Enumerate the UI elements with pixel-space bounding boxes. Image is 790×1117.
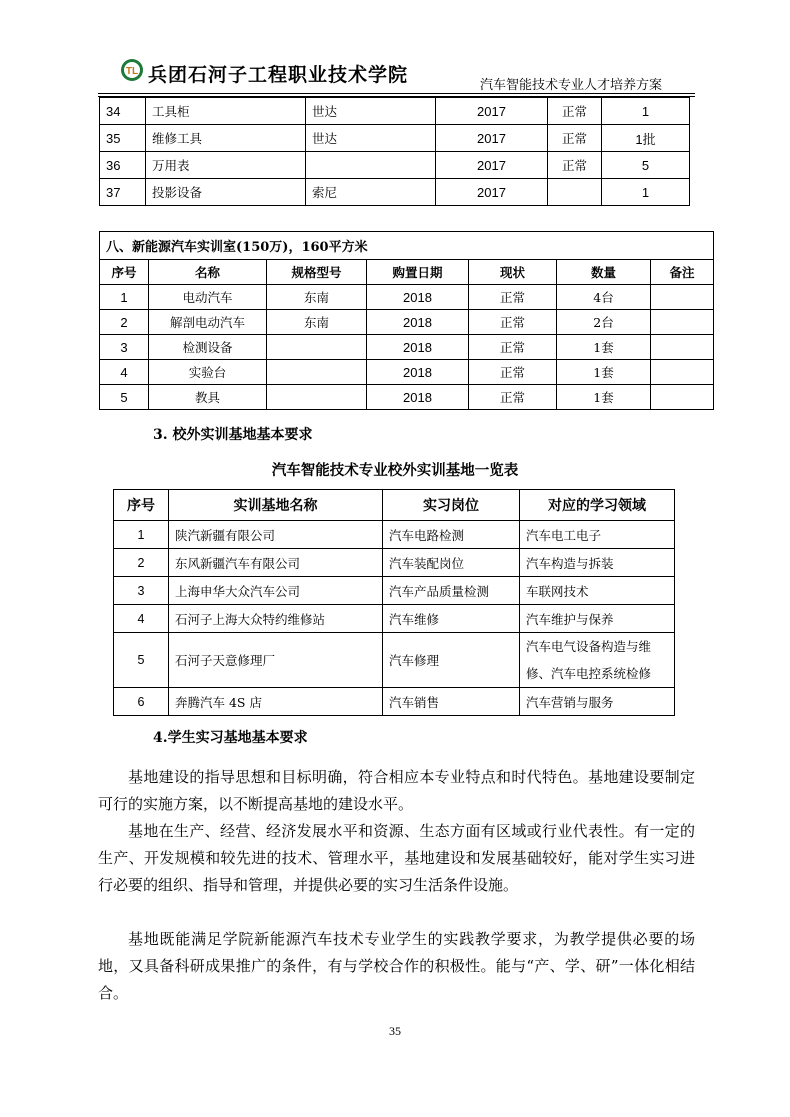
table-cell: 4台 xyxy=(557,285,651,310)
table-cell: 35 xyxy=(100,125,146,152)
column-header: 数量 xyxy=(557,260,651,285)
table-cell: 奔腾汽车 4S 店 xyxy=(169,688,383,716)
table-row xyxy=(114,549,675,577)
section-3-heading: 3. 校外实训基地基本要求 xyxy=(153,427,313,443)
table-cell: 汽车电路检测 xyxy=(383,521,520,549)
table-cell: 正常 xyxy=(469,385,557,410)
table-cell: 1套 xyxy=(557,335,651,360)
table-row xyxy=(100,125,690,152)
table-cell: 工具柜 xyxy=(146,98,306,125)
column-header: 备注 xyxy=(651,260,714,285)
table-cell: 2018 xyxy=(367,285,469,310)
table-cell: 3 xyxy=(100,335,149,360)
table-cell: 索尼 xyxy=(306,179,436,206)
document-title: 汽车智能技术专业人才培养方案 xyxy=(480,78,663,93)
column-header: 序号 xyxy=(100,260,149,285)
table-cell: 石河子上海大众特约维修站 xyxy=(169,605,383,633)
table-cell: 2018 xyxy=(367,310,469,335)
table-row xyxy=(100,98,690,125)
table-cell: 上海申华大众汽车公司 xyxy=(169,577,383,605)
table-cell xyxy=(267,335,367,360)
table-row xyxy=(100,385,714,410)
table-cell: 2017 xyxy=(436,125,548,152)
table-cell: 实验台 xyxy=(149,360,267,385)
table-cell: 石河子天意修理厂 xyxy=(169,633,383,688)
table-cell: 5 xyxy=(100,385,149,410)
table-row xyxy=(100,360,714,385)
table-row xyxy=(100,335,714,360)
table-cell: 万用表 xyxy=(146,152,306,179)
logo-text: TL xyxy=(125,66,139,77)
table-cell: 1套 xyxy=(557,385,651,410)
table-cell: 汽车维护与保养 xyxy=(520,605,675,633)
column-header: 名称 xyxy=(149,260,267,285)
table-row xyxy=(114,521,675,549)
table-cell: 汽车修理 xyxy=(383,633,520,688)
table-cell: 汽车构造与拆装 xyxy=(520,549,675,577)
table-cell: 东风新疆汽车有限公司 xyxy=(169,549,383,577)
table-cell: 36 xyxy=(100,152,146,179)
table-row xyxy=(114,605,675,633)
table-cell: 2017 xyxy=(436,152,548,179)
table-cell: 维修工具 xyxy=(146,125,306,152)
table-cell: 检测设备 xyxy=(149,335,267,360)
table-cell: 教具 xyxy=(149,385,267,410)
table-cell: 车联网技术 xyxy=(520,577,675,605)
table-cell: 汽车电工电子 xyxy=(520,521,675,549)
table-cell xyxy=(651,310,714,335)
paragraph-2: 基地在生产、经营、经济发展水平和资源、生态方面有区域或行业代表性。有一定的生产、开发规模和较先进的技术、管理水平，基地建设和发展基础较好，能对学生实习进行必要的组织、指导和管理，并提供必要的实习生活条件设施。 xyxy=(98,822,695,894)
table-cell: 34 xyxy=(100,98,146,125)
table-cell xyxy=(267,385,367,410)
table-cell: 3 xyxy=(114,577,169,605)
table-cell xyxy=(651,385,714,410)
column-header: 购置日期 xyxy=(367,260,469,285)
table-row xyxy=(114,577,675,605)
table-cell: 汽车装配岗位 xyxy=(383,549,520,577)
table-cell xyxy=(548,179,602,206)
table-cell: 世达 xyxy=(306,125,436,152)
table-cell: 汽车维修 xyxy=(383,605,520,633)
table-cell: 汽车营销与服务 xyxy=(520,688,675,716)
table-row xyxy=(100,179,690,206)
column-header: 序号 xyxy=(114,490,169,521)
table-cell xyxy=(651,285,714,310)
table-cell: 汽车电气设备构造与维修、汽车电控系统检修 xyxy=(520,633,675,688)
table-cell: 5 xyxy=(114,633,169,688)
table-cell: 正常 xyxy=(548,125,602,152)
table-cell: 东南 xyxy=(267,285,367,310)
table-cell: 世达 xyxy=(306,98,436,125)
table-cell: 正常 xyxy=(548,98,602,125)
section-4-heading: 4.学生实习基地基本要求 xyxy=(153,730,308,746)
school-name: 兵团石河子工程职业技术学院 xyxy=(148,64,409,86)
equipment-table-continued xyxy=(99,97,690,206)
table-cell: 2017 xyxy=(436,179,548,206)
table-row xyxy=(100,310,714,335)
table-cell: 1 xyxy=(100,285,149,310)
table-cell: 解剖电动汽车 xyxy=(149,310,267,335)
table-cell: 正常 xyxy=(469,335,557,360)
table-cell: 1批 xyxy=(602,125,690,152)
table-cell: 陕汽新疆有限公司 xyxy=(169,521,383,549)
table-cell: 汽车产品质量检测 xyxy=(383,577,520,605)
new-energy-lab-table xyxy=(99,231,714,410)
table-header-row xyxy=(114,490,675,521)
table-cell: 2018 xyxy=(367,385,469,410)
table-cell: 2台 xyxy=(557,310,651,335)
column-header: 实训基地名称 xyxy=(169,490,383,521)
table-cell: 汽车销售 xyxy=(383,688,520,716)
page-number: 35 xyxy=(389,1024,401,1038)
header-rule xyxy=(98,93,695,94)
table-cell: 正常 xyxy=(548,152,602,179)
table-cell: 2018 xyxy=(367,360,469,385)
column-header: 现状 xyxy=(469,260,557,285)
lab-table-caption: 八、新能源汽车实训室(150万)，160平方米 xyxy=(100,232,714,260)
table-cell: 6 xyxy=(114,688,169,716)
paragraph-1: 基地建设的指导思想和目标明确，符合相应本专业特点和时代特色。基地建设要制定可行的实施方案，以不断提高基地的建设水平。 xyxy=(98,768,695,813)
table-cell: 2017 xyxy=(436,98,548,125)
table-cell xyxy=(651,360,714,385)
table-cell: 电动汽车 xyxy=(149,285,267,310)
table-cell xyxy=(651,335,714,360)
school-logo-icon xyxy=(120,58,144,82)
table-cell: 1 xyxy=(602,98,690,125)
column-header: 对应的学习领域 xyxy=(520,490,675,521)
table-cell: 5 xyxy=(602,152,690,179)
table-row xyxy=(114,633,675,688)
table-cell: 2018 xyxy=(367,335,469,360)
table-header-row xyxy=(100,260,714,285)
table-row xyxy=(100,152,690,179)
table-cell: 1 xyxy=(602,179,690,206)
table-row xyxy=(100,285,714,310)
table-cell: 2 xyxy=(114,549,169,577)
paragraph-3: 基地既能满足学院新能源汽车技术专业学生的实践教学要求，为教学提供必要的场地，又具备科研成果推广的条件，有与学校合作的积极性。能与“产、学、研”一体化相结合。 xyxy=(98,930,695,1002)
table-cell: 4 xyxy=(114,605,169,633)
column-header: 规格型号 xyxy=(267,260,367,285)
table-cell: 1套 xyxy=(557,360,651,385)
table-cell xyxy=(306,152,436,179)
column-header: 实习岗位 xyxy=(383,490,520,521)
table-cell: 37 xyxy=(100,179,146,206)
table-cell: 1 xyxy=(114,521,169,549)
table-cell: 4 xyxy=(100,360,149,385)
table-cell: 正常 xyxy=(469,285,557,310)
table-cell: 2 xyxy=(100,310,149,335)
table-row xyxy=(114,688,675,716)
table-cell: 东南 xyxy=(267,310,367,335)
table-cell: 正常 xyxy=(469,310,557,335)
table-cell: 正常 xyxy=(469,360,557,385)
offsite-base-table-caption: 汽车智能技术专业校外实训基地一览表 xyxy=(271,462,519,479)
offsite-training-base-table xyxy=(113,489,675,716)
table-cell xyxy=(267,360,367,385)
table-cell: 投影设备 xyxy=(146,179,306,206)
